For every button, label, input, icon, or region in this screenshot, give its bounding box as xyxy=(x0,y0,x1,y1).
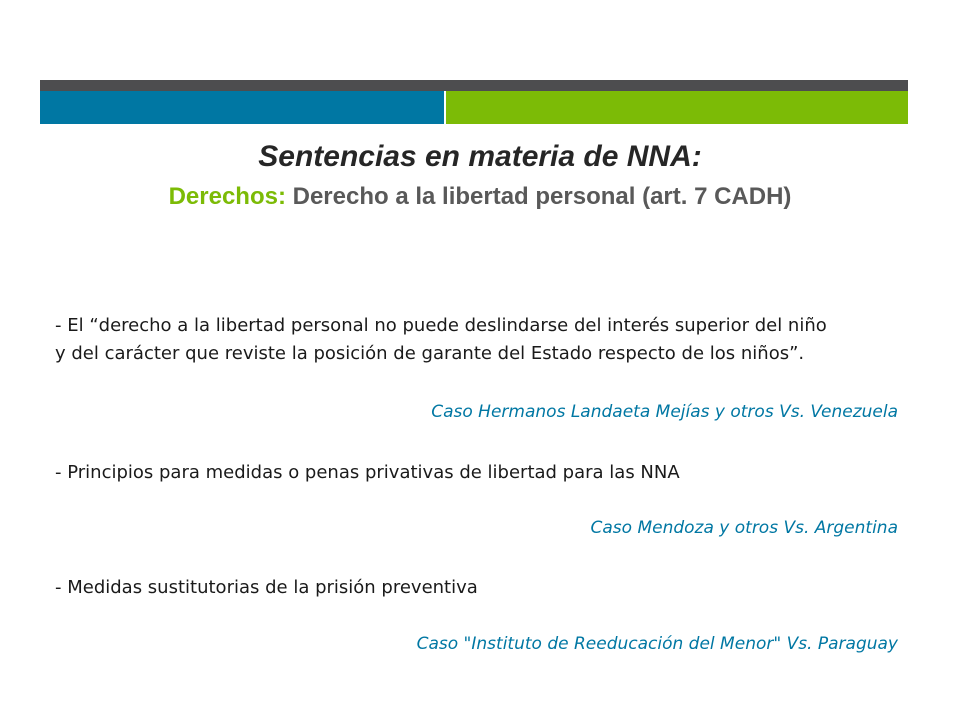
slide-subtitle xyxy=(0,183,960,211)
item-2-text: - Principios para medidas o penas privativas de libertad para las NNA xyxy=(55,462,680,483)
subtitle-rest: Derecho a la libertad personal (art. 7 CADH) xyxy=(285,183,792,210)
item-3-case: Caso "Instituto de Reeducación del Menor" Vs. Paraguay xyxy=(416,634,898,654)
item-1-text xyxy=(55,312,905,368)
slide-title: Sentencias en materia de NNA: xyxy=(258,140,702,173)
item-1-line-1: - El “derecho a la libertad personal no puede deslindarse del interés superior del niño xyxy=(55,315,827,336)
item-1-line-2: y del carácter que reviste la posición de garante del Estado respecto de los niños”. xyxy=(55,343,805,364)
item-1-case: Caso Hermanos Landaeta Mejías y otros Vs. Venezuela xyxy=(431,402,898,422)
top-dark-bar xyxy=(40,80,908,91)
header-green-block xyxy=(446,91,908,124)
header-blue-block xyxy=(40,91,444,124)
subtitle-accent: Derechos: xyxy=(168,183,286,210)
item-2-case: Caso Mendoza y otros Vs. Argentina xyxy=(590,518,898,538)
item-3-text: - Medidas sustitutorias de la prisión preventiva xyxy=(55,577,478,598)
